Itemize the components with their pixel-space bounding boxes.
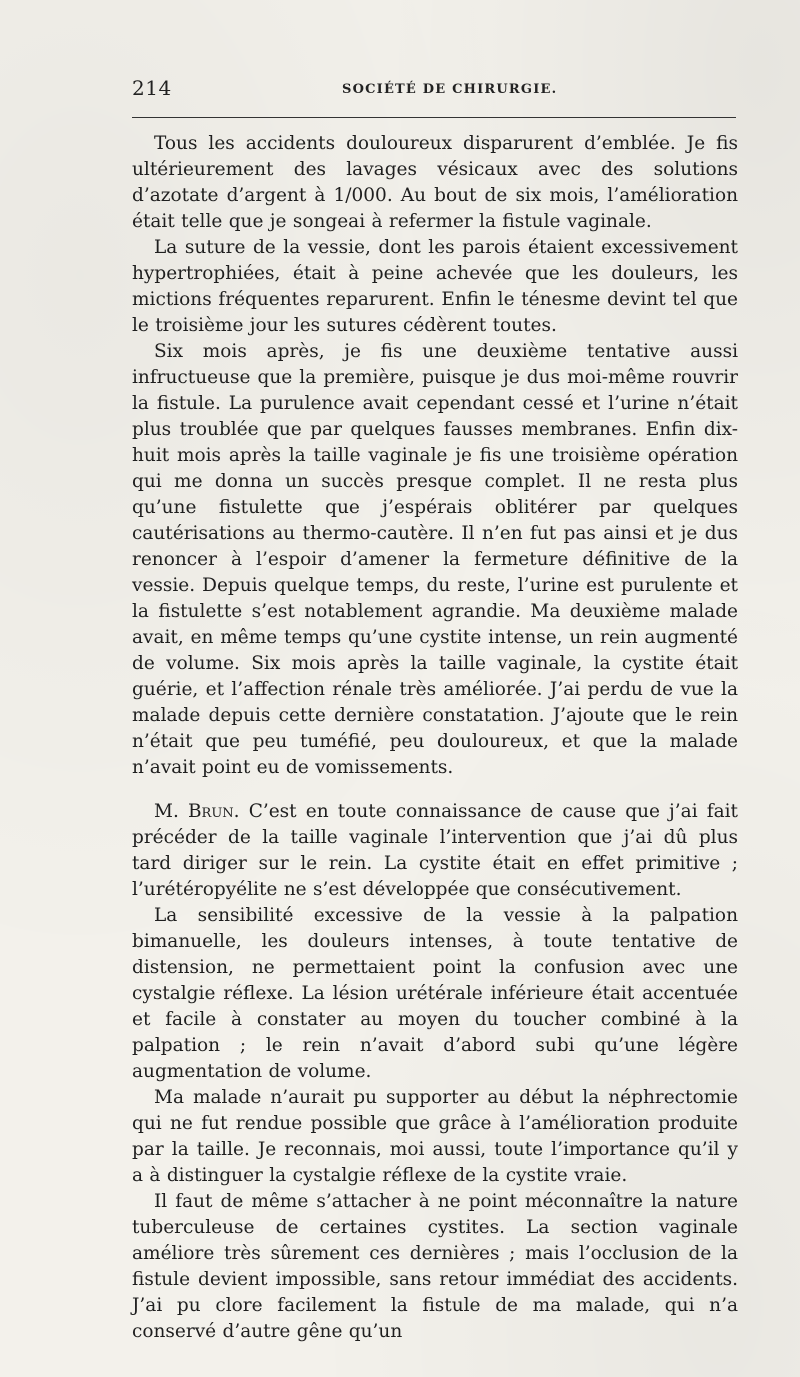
running-title: SOCIÉTÉ DE CHIRURGIE. bbox=[342, 82, 558, 97]
speaker-name: M. Brun. bbox=[154, 801, 240, 822]
body-text bbox=[132, 131, 738, 1345]
paragraph: Ma malade n’aurait pu supporter au début la néphrectomie qui ne fut rendue possible que grâce à l’amélioration produite par la taille. Je reconnais, moi aussi, toute l’importance qu’il y a à distinguer la cystalgie réflexe de la cystite vraie. bbox=[132, 1087, 738, 1186]
page-number: 214 bbox=[132, 76, 172, 100]
paragraph: La suture de la vessie, dont les parois étaient excessivement hypertrophiées, était à peine achevée que les douleurs, les mictions fréquentes reparurent. Enfin le ténesme devint tel que le troisième jour les sutures cédèrent toutes. bbox=[132, 237, 738, 336]
paragraph: Six mois après, je fis une deuxième tentative aussi infructueuse que la première, puisque je dus moi-même rouvrir la fistule. La purulence avait cependant cessé et l’urine n’était plus troublée que par quelques fausses membranes. Enfin dix-huit mois après la taille vaginale je fis une troisième opération qui me donna un succès presque complet. Il ne resta plus qu’une fistulette que j’espérais oblitérer par quelques cautérisations au thermo-cautère. Il n’en fut pas ainsi et je dus renoncer à l’espoir d’amener la fermeture définitive de la vessie. Depuis quelque temps, du reste, l’urine est purulente et la fistulette s’est notablement agrandie. Ma deuxième malade avait, en même temps qu’une cystite intense, un rein augmenté de volume. Six mois après la taille vaginale, la cystite était guérie, et l’affection rénale très améliorée. J’ai perdu de vue la malade depuis cette dernière constatation. J’ajoute que le rein n’était que peu tuméfié, peu douloureux, et que la malade n’avait point eu de vomissements. bbox=[132, 341, 738, 778]
speaker-text: C’est en toute connaissance de cause que j’ai fait précéder de la taille vaginale l’intervention que j’ai dû plus tard diriger sur le rein. La cystite était en effet primitive ; l’urétéropyélite ne s’est développée que consécutivement. bbox=[132, 801, 738, 900]
header-rule bbox=[132, 117, 736, 118]
page-header bbox=[132, 72, 738, 112]
paragraph: Il faut de même s’attacher à ne point méconnaître la nature tuberculeuse de certaines cystites. La section vaginale améliore très sûrement ces dernières ; mais l’occlusion de la fistule devient impossible, sans retour immédiat des accidents. J’ai pu clore facilement la fistule de ma malade, qui n’a conservé d’autre gêne qu’un bbox=[132, 1191, 738, 1342]
paragraph-speaker bbox=[132, 799, 738, 903]
paragraph: Tous les accidents douloureux disparurent d’emblée. Je fis ultérieurement des lavages vésicaux avec des solutions d’azotate d’argent à 1/000. Au bout de six mois, l’amélioration était telle que je songeai à refermer la fistule vaginale. bbox=[132, 133, 738, 232]
paragraph: La sensibilité excessive de la vessie à la palpation bimanuelle, les douleurs intenses, à toute tentative de distension, ne permettaient point la confusion avec une cystalgie réflexe. La lésion urétérale inférieure était accentuée et facile à constater au moyen du toucher combiné à la palpation ; le rein n’avait d’abord subi qu’une légère augmentation de volume. bbox=[132, 905, 738, 1082]
